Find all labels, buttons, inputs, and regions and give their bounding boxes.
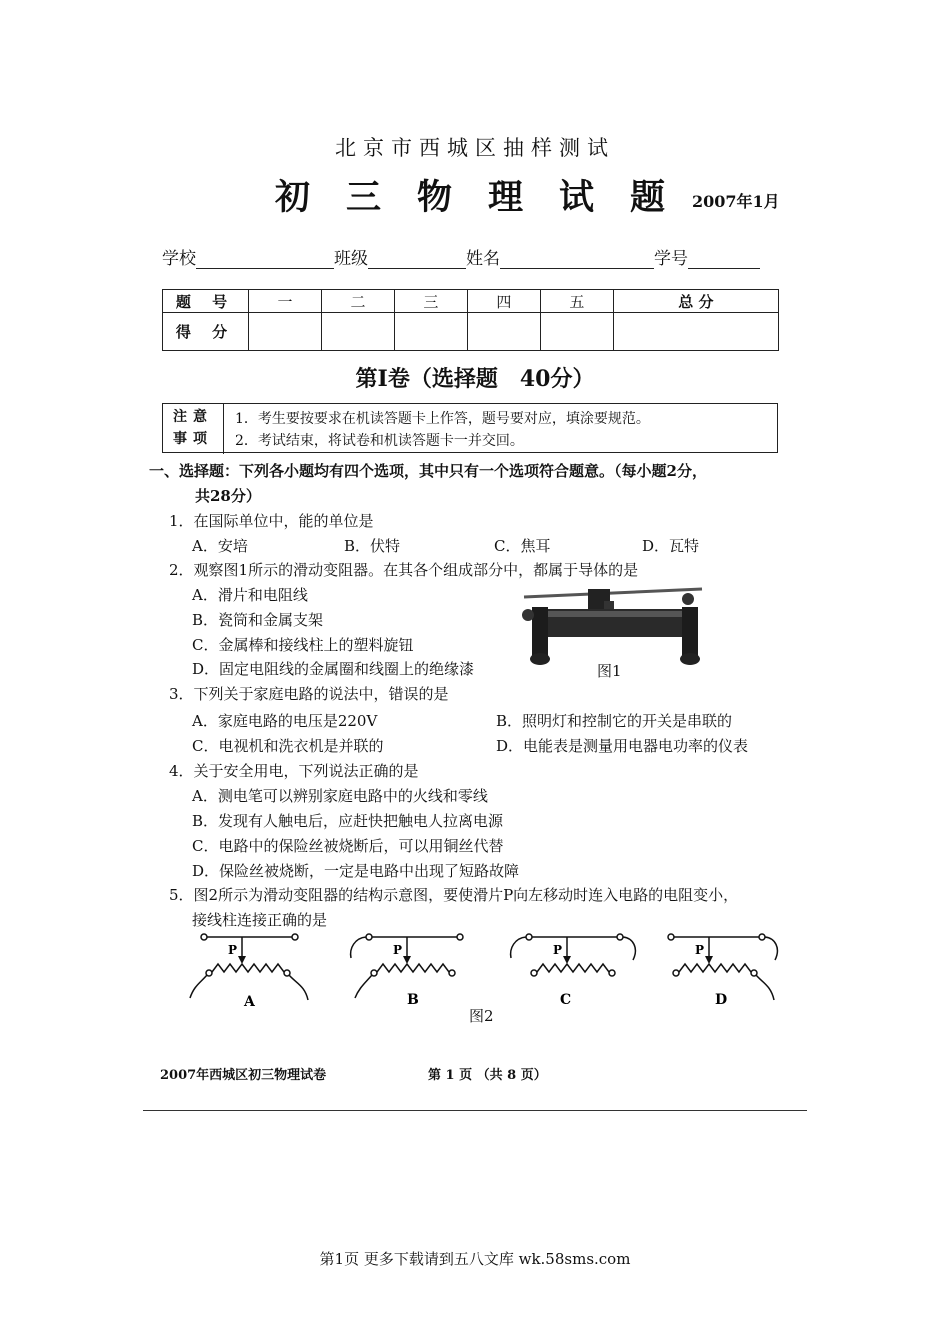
score-table-col: 五: [540, 290, 613, 313]
q1-option-c[interactable]: C．焦耳: [494, 537, 551, 555]
number-label: 学号: [654, 249, 688, 269]
score-table-col: 总 分: [613, 290, 778, 313]
q1-option-b[interactable]: B．伏特: [344, 537, 401, 555]
score-cell[interactable]: [249, 313, 322, 351]
q2-option-a[interactable]: A．滑片和电阻线: [192, 586, 308, 604]
option-label-b: B: [407, 992, 419, 1008]
q2-option-b[interactable]: B．瓷筒和金属支架: [192, 611, 324, 629]
score-cell[interactable]: [394, 313, 467, 351]
school-field[interactable]: [196, 250, 334, 269]
rheostat-diagram-a: [190, 934, 308, 1010]
site-footer: 第1页 更多下载请到五八文库 wk.58sms.com: [319, 1250, 631, 1268]
rheostat-diagram-b: [351, 934, 463, 1008]
page-divider: [143, 1110, 807, 1111]
q3-option-d[interactable]: D．电能表是测量用电器电功率的仪表: [496, 737, 749, 755]
q1-option-a[interactable]: A．安培: [192, 537, 248, 555]
q4-stem: 4．关于安全用电，下列说法正确的是: [169, 762, 419, 780]
q4-option-d[interactable]: D．保险丝被烧断，一定是电路中出现了短路故障: [192, 862, 520, 880]
q2-option-c[interactable]: C．金属棒和接线柱上的塑料旋钮: [192, 636, 414, 654]
number-field[interactable]: [688, 250, 760, 269]
score-table-col: 一: [249, 290, 322, 313]
q5-stem: 5．图2所示为滑动变阻器的结构示意图，要使滑片P向左移动时连入电路的电阻变小，: [169, 886, 739, 904]
exam-title: 初三物理试题: [275, 177, 702, 218]
notes-box: [162, 403, 778, 453]
score-cell[interactable]: [613, 313, 778, 351]
notes-label: [163, 404, 224, 454]
rheostat-diagram-d: [668, 934, 777, 1008]
q1-stem: 1．在国际单位中，能的单位是: [169, 512, 374, 530]
q3-option-c[interactable]: C．电视机和洗衣机是并联的: [192, 737, 384, 755]
footer-exam-name: 2007年西城区初三物理试卷: [160, 1068, 327, 1083]
notes-label-top: 注意: [173, 409, 213, 425]
slider-label: P: [393, 943, 403, 957]
q3-stem: 3．下列关于家庭电路的说法中，错误的是: [169, 685, 449, 703]
notes-line-1: 1．考生要按要求在机读答题卡上作答，题号要对应，填涂要规范。: [235, 411, 650, 427]
score-table-col: 三: [394, 290, 467, 313]
exam-date: 2007年1月: [692, 192, 780, 211]
option-label-d: D: [715, 992, 728, 1008]
option-label-c: C: [560, 992, 572, 1008]
score-cell[interactable]: [540, 313, 613, 351]
q2-stem: 2．观察图1所示的滑动变阻器。在其各个组成部分中，都属于导体的是: [169, 561, 639, 579]
slider-label: P: [228, 943, 238, 957]
score-table-col: 二: [321, 290, 394, 313]
figure2-label: 图2: [469, 1007, 494, 1025]
q4-option-a[interactable]: A．测电笔可以辨别家庭电路中的火线和零线: [192, 787, 488, 805]
class-label: 班级: [334, 249, 368, 269]
section-title: 第Ⅰ卷（选择题 40分）: [355, 366, 595, 392]
notes-line-2: 2．考试结束，将试卷和机读答题卡一并交回。: [235, 433, 524, 449]
q3-option-a[interactable]: A．家庭电路的电压是220V: [192, 712, 378, 730]
name-field[interactable]: [500, 250, 654, 269]
option-label-a: A: [244, 994, 255, 1010]
student-info-row: [162, 244, 760, 269]
figure1-label: 图1: [597, 662, 622, 680]
q2-option-d[interactable]: D．固定电阻线的金属圈和线圈上的绝缘漆: [192, 660, 475, 678]
name-label: 姓名: [466, 249, 500, 269]
figure2-diagram: [180, 928, 780, 1010]
part1-heading: 一、选择题：下列各小题均有四个选项，其中只有一个选项符合题意。（每小题2分，: [149, 462, 707, 480]
q5-stem-cont: 接线柱连接正确的是: [192, 911, 328, 929]
score-table-col: 四: [467, 290, 540, 313]
q4-option-c[interactable]: C．电路中的保险丝被烧断后，可以用铜丝代替: [192, 837, 504, 855]
score-row-label: 得 分: [163, 313, 249, 351]
footer-page-number: 第 1 页 （共 8 页）: [428, 1068, 547, 1083]
exam-subtitle: 北京市西城区抽样测试: [335, 136, 615, 160]
notes-label-bottom: 事项: [173, 431, 213, 447]
q3-option-b[interactable]: B．照明灯和控制它的开关是串联的: [496, 712, 733, 730]
rheostat-photo: [516, 585, 706, 667]
score-cell[interactable]: [467, 313, 540, 351]
rheostat-diagram-c: [511, 934, 636, 1008]
q1-option-d[interactable]: D．瓦特: [642, 537, 700, 555]
class-field[interactable]: [368, 250, 466, 269]
score-table: [162, 289, 779, 351]
score-cell[interactable]: [321, 313, 394, 351]
slider-label: P: [695, 943, 705, 957]
q4-option-b[interactable]: B．发现有人触电后，应赶快把触电人拉离电源: [192, 812, 504, 830]
part1-heading-cont: 共28分）: [195, 487, 261, 505]
score-table-header: 题 号: [163, 290, 249, 313]
school-label: 学校: [162, 249, 196, 269]
slider-label: P: [553, 943, 563, 957]
